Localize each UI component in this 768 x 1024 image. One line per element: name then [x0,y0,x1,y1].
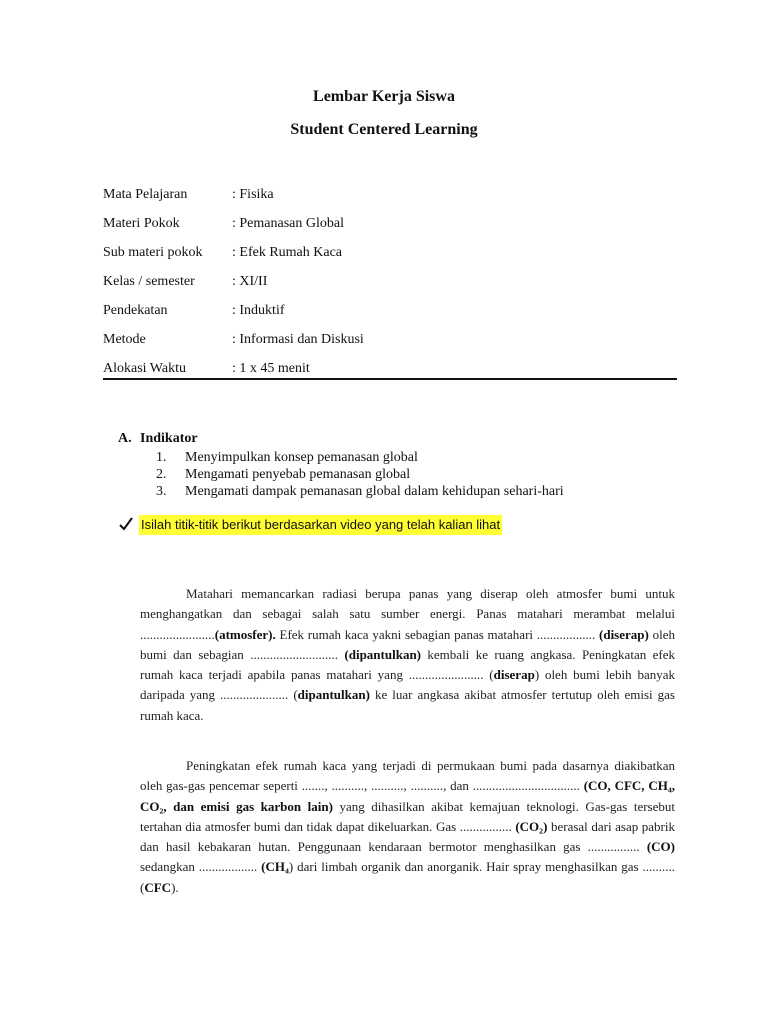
info-label: Pendekatan [103,303,168,318]
answer-text: CFC [144,879,172,895]
page-title: Lembar Kerja Siswa [313,88,455,105]
info-value: : Pemanasan Global [232,216,344,231]
info-value: : 1 x 45 menit [232,361,310,376]
info-value: : XI/II [232,274,268,289]
paragraph-1 [140,584,675,726]
info-label: Alokasi Waktu [103,361,186,376]
list-item-text: Mengamati penyebab pemanasan global [185,467,411,482]
info-row-method [103,330,677,359]
text-span: berasal dari asap pabrik dan hasil kebakaran hutan. Penggunaan kendaraan bermotor menghasilkan gas ................ [140,818,675,855]
section-a-heading [118,431,198,447]
info-value: : Efek Rumah Kaca [232,245,343,260]
info-value: : Induktif [232,303,285,318]
text-span: oleh bumi dan sebagian ........................... [140,626,675,662]
answer-text: (diserap) [599,626,649,642]
answer-text: (CO₂) [515,818,548,834]
info-row-approach [103,301,677,330]
answer-text: (dipantulkan) [344,646,421,662]
answer-text: (CH₄ [261,859,289,875]
info-row-class [103,272,677,301]
info-label: Metode [103,332,146,347]
text-span: sedangkan .................. [140,859,262,875]
list-item-number: 2. [156,467,167,482]
info-row-time [103,359,677,388]
info-label: Mata Pelajaran [103,187,188,202]
text-span: ke luar angkasa akibat atmosfer tertutup oleh emisi gas rumah kaca. [140,687,675,723]
info-label: Sub materi pokok [103,245,203,260]
text-span: Efek rumah kaca yakni sebagian panas matahari .................. [275,626,600,642]
info-table [103,185,677,388]
divider-line [103,378,677,380]
answer-text: (CO, CFC, CH₄, CO₂, dan emisi gas karbon lain) [140,778,675,814]
text-span: ). [171,879,179,895]
checkmark-icon [118,515,134,533]
answer-text: (atmosfer). [214,626,276,642]
page-subtitle: Student Centered Learning [290,121,478,138]
info-value: : Informasi dan Diskusi [232,332,364,347]
text-span: ) oleh bumi lebih banyak daripada yang ..................... ( [140,667,676,703]
text-span: Matahari memancarkan radiasi berupa panas yang diserap oleh atmosfer bumi untuk menghangatkan dan sebagai salah satu sumber energi. Panas matahari merambat melalui ....................... [140,586,675,642]
info-row-subject [103,185,677,214]
info-row-sub-topic [103,243,677,272]
section-title: Indikator [140,431,198,446]
paragraph-2 [140,756,675,898]
answer-text: dipantulkan) [297,687,370,703]
info-value: : Fisika [232,187,274,202]
info-row-main-topic [103,214,677,243]
list-item-text: Mengamati dampak pemanasan global dalam kehidupan sehari-hari [185,484,564,499]
highlighted-instruction: Isilah titik-titik berikut berdasarkan video yang telah kalian lihat [139,515,502,535]
list-item-number: 3. [156,484,167,499]
list-item-text: Menyimpulkan konsep pemanasan global [185,450,418,465]
info-label: Materi Pokok [103,216,180,231]
text-span: yang dihasilkan akibat kemajuan teknologi. Gas-gas tersebut tertahan dia atmosfer bumi dan tidak dapat dikeluarkan. Gas ................ [140,798,675,834]
list-item-number: 1. [156,450,167,465]
text-span: Peningkatan efek rumah kaca yang terjadi di permukaan bumi pada dasarnya diakibatkan oleh gas-gas pencemar seperti ......., .........., .........., .........., dan ................................. [140,758,675,794]
info-label: Kelas / semester [103,274,195,289]
answer-text: diserap [493,667,535,683]
answer-text: (CO) [646,839,675,855]
text-span: ) dari limbah organik dan anorganik. Hair spray menghasilkan gas .......... ( [140,859,675,895]
section-letter: A. [118,431,132,446]
text-span: kembali ke ruang angkasa. Peningkatan efek rumah kaca terjadi apabila panas matahari yang ....................... ( [140,646,675,683]
